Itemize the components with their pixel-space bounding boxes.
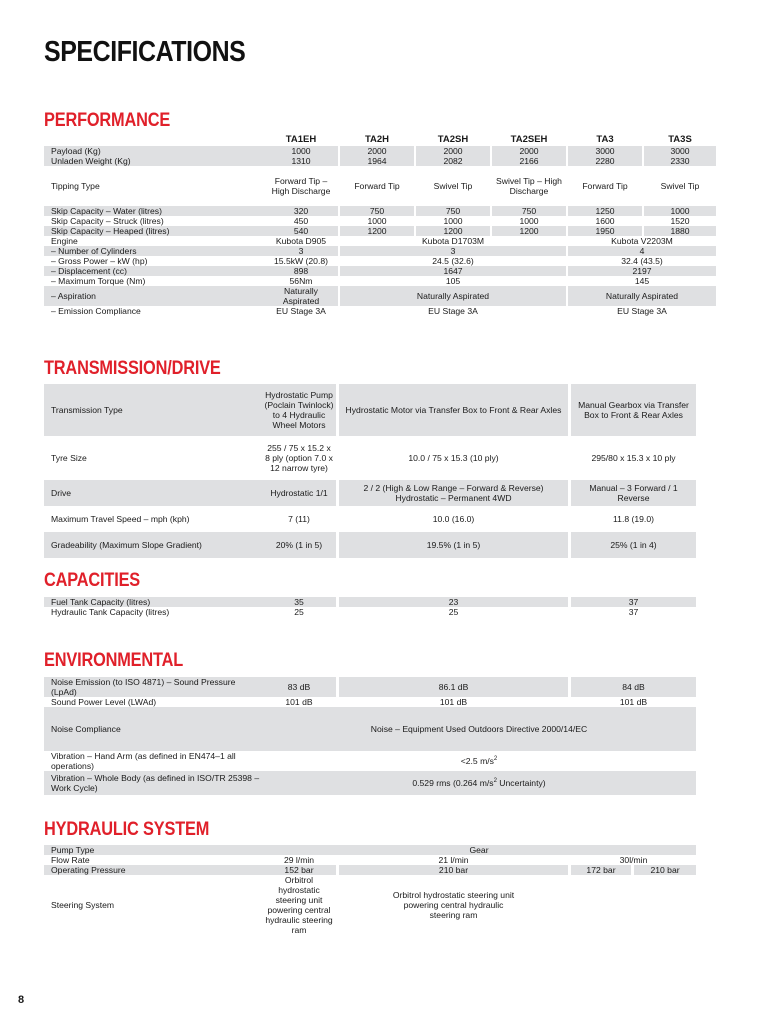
capacities-heading: CAPACITIES — [44, 570, 141, 591]
page-number: 8 — [18, 994, 25, 1006]
table-row — [44, 256, 716, 266]
table-row — [44, 677, 696, 697]
cell: 1950 — [568, 226, 642, 236]
cell: EU Stage 3A — [264, 306, 338, 316]
cell: 21 l/min — [339, 855, 568, 865]
model-header: TA2SH — [437, 134, 469, 145]
cell — [262, 771, 696, 795]
cell: 750 — [416, 206, 490, 216]
row-label: Operating Pressure — [44, 865, 262, 875]
cell: 25 — [339, 607, 568, 617]
cell: 1200 — [492, 226, 566, 236]
row-label: Skip Capacity – Heaped (litres) — [44, 226, 264, 236]
page-title: SPECIFICATIONS — [44, 36, 246, 68]
row-label: – Maximum Torque (Nm) — [44, 276, 264, 286]
model-header: TA1EH — [285, 134, 317, 145]
model-header: TA3S — [668, 134, 692, 145]
cell: 10.0 / 75 x 15.3 (10 ply) — [339, 436, 568, 480]
cell: 2082 — [416, 156, 490, 166]
cell: 1964 — [340, 156, 414, 166]
cell: 1600 — [568, 216, 642, 226]
row-label: Noise Emission (to ISO 4871) – Sound Pressure (LpAd) — [44, 677, 262, 697]
table-row — [44, 771, 696, 795]
cell: 3 — [264, 246, 338, 256]
cell: 19.5% (1 in 5) — [339, 532, 568, 558]
cell: Noise – Equipment Used Outdoors Directive 2000/14/EC — [262, 707, 696, 751]
row-label: Fuel Tank Capacity (litres) — [44, 597, 262, 607]
cell: 25% (1 in 4) — [571, 532, 696, 558]
row-label: – Number of Cylinders — [44, 246, 264, 256]
cell: Kubota D1703M — [340, 236, 566, 246]
cell: 3000 — [568, 146, 642, 156]
environmental-heading: ENVIRONMENTAL — [44, 650, 184, 671]
cell: 10.0 (16.0) — [339, 506, 568, 532]
cell: Naturally Aspirated — [568, 286, 716, 306]
table-row — [44, 276, 716, 286]
cell: 1310 — [264, 156, 338, 166]
table-row — [44, 865, 696, 875]
row-label: Tipping Type — [44, 166, 264, 206]
cell: 210 bar — [339, 865, 568, 875]
cell: Forward Tip — [568, 166, 642, 206]
cell: 101 dB — [339, 697, 568, 707]
cell: 2280 — [568, 156, 642, 166]
table-row — [44, 845, 696, 855]
cell: 295/80 x 15.3 x 10 ply — [571, 436, 696, 480]
environmental-table — [44, 677, 696, 795]
cell: 1000 — [340, 216, 414, 226]
cell — [262, 751, 696, 771]
cell: 2000 — [492, 146, 566, 156]
vibration-body-value: 0.529 rms (0.264 m/s — [412, 778, 494, 788]
table-row — [44, 206, 716, 216]
cell: 145 — [568, 276, 716, 286]
row-label: – Gross Power – kW (hp) — [44, 256, 264, 266]
cell: 1520 — [644, 216, 716, 226]
cell: Manual – 3 Forward / 1 Reverse — [571, 480, 696, 506]
model-header: TA3 — [596, 134, 614, 145]
cell: 86.1 dB — [339, 677, 568, 697]
cell: Forward Tip — [340, 166, 414, 206]
table-row — [44, 751, 696, 771]
row-label: Tyre Size — [44, 436, 262, 480]
cell: 7 (11) — [262, 506, 336, 532]
transmission-table — [44, 384, 696, 558]
table-row — [44, 697, 696, 707]
hydraulic-heading: HYDRAULIC SYSTEM — [44, 819, 210, 840]
cell: 750 — [340, 206, 414, 216]
row-label: Drive — [44, 480, 262, 506]
cell: 1200 — [416, 226, 490, 236]
cell: 29 l/min — [262, 855, 336, 865]
hydraulic-table — [44, 845, 696, 935]
table-row — [44, 506, 696, 532]
cell: 1880 — [644, 226, 716, 236]
cell: Orbitrol hydrostatic steering unit powering central hydraulic steering ram — [339, 875, 568, 935]
cell: 2 / 2 (High & Low Range – Forward & Reverse) Hydrostatic – Permanent 4WD — [339, 480, 568, 506]
row-label: Unladen Weight (Kg) — [44, 156, 264, 166]
table-row — [44, 875, 696, 935]
model-header: TA2SEH — [510, 134, 548, 145]
cell: 2330 — [644, 156, 716, 166]
row-label: Skip Capacity – Struck (litres) — [44, 216, 264, 226]
row-label: Flow Rate — [44, 855, 262, 865]
cell: 898 — [264, 266, 338, 276]
row-label: – Displacement (cc) — [44, 266, 264, 276]
cell: 35 — [262, 597, 336, 607]
row-label: Vibration – Hand Arm (as defined in EN474–1 all operations) — [44, 751, 262, 771]
table-row — [44, 166, 716, 206]
row-label: Payload (Kg) — [44, 146, 264, 156]
model-header: TA2H — [364, 134, 390, 145]
cell: Hydrostatic Motor via Transfer Box to Front & Rear Axles — [339, 384, 568, 436]
cell: 24.5 (32.6) — [340, 256, 566, 266]
table-row — [44, 597, 696, 607]
cell: 23 — [339, 597, 568, 607]
cell: 101 dB — [571, 697, 696, 707]
cell: 101 dB — [262, 697, 336, 707]
cell: EU Stage 3A — [340, 306, 566, 316]
cell: Manual Gearbox via Transfer Box to Front & Rear Axles — [571, 384, 696, 436]
row-label: Noise Compliance — [44, 707, 262, 751]
table-row — [44, 146, 716, 156]
row-label: – Aspiration — [44, 286, 264, 306]
cell: 1200 — [340, 226, 414, 236]
vibration-body-value-end: Uncertainty) — [496, 778, 546, 788]
cell: Naturally Aspirated — [264, 286, 338, 306]
row-label: – Emission Compliance — [44, 306, 264, 316]
table-row — [44, 306, 716, 316]
cell: Swivel Tip — [416, 166, 490, 206]
table-row — [44, 707, 696, 751]
row-label: Maximum Travel Speed – mph (kph) — [44, 506, 262, 532]
transmission-heading: TRANSMISSION/DRIVE — [44, 358, 221, 379]
cell: 25 — [262, 607, 336, 617]
row-label: Engine — [44, 236, 264, 246]
cell: 37 — [571, 607, 696, 617]
table-row — [44, 226, 716, 236]
cell: Hydrostatic 1/1 — [262, 480, 336, 506]
cell: 1000 — [492, 216, 566, 226]
cell: 11.8 (19.0) — [571, 506, 696, 532]
cell: 750 — [492, 206, 566, 216]
cell: 450 — [264, 216, 338, 226]
row-label: Transmission Type — [44, 384, 262, 436]
table-row — [44, 286, 716, 306]
table-row — [44, 532, 696, 558]
performance-table — [44, 134, 716, 316]
cell: 1000 — [644, 206, 716, 216]
cell: 84 dB — [571, 677, 696, 697]
table-row — [44, 607, 696, 617]
vibration-hand-value: <2.5 m/s — [460, 756, 494, 766]
row-label: Hydraulic Tank Capacity (litres) — [44, 607, 262, 617]
cell: 20% (1 in 5) — [262, 532, 336, 558]
cell: 2166 — [492, 156, 566, 166]
row-label: Vibration – Whole Body (as defined in ISO/TR 25398 – Work Cycle) — [44, 771, 262, 795]
cell: 83 dB — [262, 677, 336, 697]
table-row — [44, 855, 696, 865]
row-label: Skip Capacity – Water (litres) — [44, 206, 264, 216]
cell: 3 — [340, 246, 566, 256]
cell: 172 bar — [571, 865, 631, 875]
performance-heading: PERFORMANCE — [44, 110, 171, 131]
cell: 32.4 (43.5) — [568, 256, 716, 266]
cell: 37 — [571, 597, 696, 607]
cell: Naturally Aspirated — [340, 286, 566, 306]
cell: 255 / 75 x 15.2 x 8 ply (option 7.0 x 12 narrow tyre) — [262, 436, 336, 480]
row-label: Steering System — [44, 875, 262, 935]
cell: 210 bar — [634, 865, 696, 875]
cell: 1647 — [340, 266, 566, 276]
table-row — [44, 236, 716, 246]
cell: 4 — [568, 246, 716, 256]
row-label: Gradeability (Maximum Slope Gradient) — [44, 532, 262, 558]
cell: 3000 — [644, 146, 716, 156]
cell: 2000 — [416, 146, 490, 156]
table-row — [44, 216, 716, 226]
table-row — [44, 156, 716, 166]
table-row — [44, 480, 696, 506]
cell: Forward Tip – High Discharge — [264, 166, 338, 206]
cell: 152 bar — [262, 865, 336, 875]
cell: 1000 — [264, 146, 338, 156]
cell: Kubota D905 — [264, 236, 338, 246]
table-row — [44, 266, 716, 276]
superscript: 2 — [493, 778, 497, 785]
row-label: Pump Type — [44, 845, 262, 855]
cell: 105 — [340, 276, 566, 286]
cell: 540 — [264, 226, 338, 236]
cell: 30l/min — [571, 855, 696, 865]
cell: Swivel Tip – High Discharge — [492, 166, 566, 206]
cell: 1250 — [568, 206, 642, 216]
cell: Gear — [262, 845, 696, 855]
cell: 15.5kW (20.8) — [264, 256, 338, 266]
cell: 56Nm — [264, 276, 338, 286]
cell: 2000 — [340, 146, 414, 156]
cell: 320 — [264, 206, 338, 216]
cell: Swivel Tip — [644, 166, 716, 206]
cell: 1000 — [416, 216, 490, 226]
cell: Hydrostatic Pump (Poclain Twinlock) to 4 Hydraulic Wheel Motors — [262, 384, 336, 436]
table-row — [44, 384, 696, 436]
table-row — [44, 436, 696, 480]
superscript: 2 — [493, 756, 498, 763]
performance-header-row — [44, 134, 716, 146]
cell: Orbitrol hydrostatic steering unit powering central hydraulic steering ram — [262, 875, 336, 935]
cell: EU Stage 3A — [568, 306, 716, 316]
cell: 2197 — [568, 266, 716, 276]
cell: Kubota V2203M — [568, 236, 716, 246]
table-row — [44, 246, 716, 256]
row-label: Sound Power Level (LWAd) — [44, 697, 262, 707]
capacities-table — [44, 597, 696, 617]
